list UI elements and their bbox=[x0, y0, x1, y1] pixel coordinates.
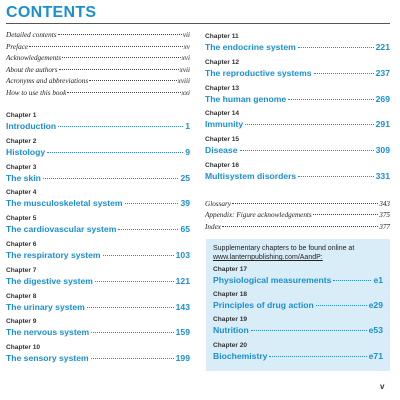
chapter-title: Nutrition bbox=[213, 325, 249, 336]
chapter-entry[interactable] bbox=[6, 239, 190, 265]
chapter-title: The respiratory system bbox=[6, 249, 101, 260]
chapter-title: Principles of drug action bbox=[213, 300, 314, 311]
leader-dots bbox=[29, 46, 183, 47]
front-matter-item[interactable]: Detailed contents vii bbox=[6, 31, 190, 39]
leader-dots bbox=[87, 307, 174, 308]
page-ref: 9 bbox=[185, 146, 190, 157]
chapter-label: Chapter 20 bbox=[213, 341, 248, 349]
back-matter-item[interactable]: Glossary 343 bbox=[205, 199, 390, 208]
chapter-label: Chapter 6 bbox=[6, 240, 37, 248]
chapter-list-right bbox=[205, 31, 390, 186]
page-ref: 25 bbox=[180, 172, 190, 183]
chapter-title: Disease bbox=[205, 145, 238, 156]
chapter-title: Multisystem disorders bbox=[205, 170, 297, 181]
page-ref: xv bbox=[183, 42, 190, 51]
page-ref: xviii bbox=[177, 77, 190, 85]
chapter-label: Chapter 11 bbox=[205, 33, 239, 40]
chapter-title: The nervous system bbox=[6, 327, 90, 338]
leader-dots bbox=[59, 69, 179, 70]
chapter-entry[interactable] bbox=[213, 314, 383, 339]
page-ref: 291 bbox=[375, 119, 390, 130]
chapter-entry[interactable] bbox=[213, 289, 383, 314]
leader-dots bbox=[313, 214, 379, 215]
page-ref: 199 bbox=[175, 353, 190, 364]
page-ref: 1 bbox=[185, 121, 190, 131]
chapter-title: The cardiovascular system bbox=[6, 224, 117, 235]
chapter-title: The endocrine system bbox=[205, 42, 296, 52]
page-ref: 143 bbox=[175, 301, 190, 312]
back-matter-list bbox=[205, 200, 390, 235]
page-title: CONTENTS bbox=[6, 4, 97, 21]
leader-dots bbox=[240, 150, 374, 151]
chapter-entry[interactable] bbox=[205, 83, 390, 109]
chapter-entry[interactable] bbox=[6, 136, 190, 162]
page-ref: 269 bbox=[375, 93, 390, 104]
chapter-entry[interactable] bbox=[213, 264, 383, 289]
leader-dots bbox=[43, 178, 179, 179]
chapter-entry[interactable] bbox=[205, 108, 390, 134]
chapter-label: Chapter 13 bbox=[205, 84, 240, 92]
page-ref: xvii bbox=[179, 65, 190, 74]
chapter-title: Histology bbox=[6, 146, 46, 157]
chapter-title: The skin bbox=[6, 172, 41, 183]
chapter-entry[interactable] bbox=[6, 162, 190, 188]
front-matter-item[interactable]: Acknowledgements xvi bbox=[6, 54, 190, 62]
leader-dots bbox=[67, 92, 180, 93]
page-ref: 309 bbox=[375, 145, 390, 156]
chapter-entry[interactable] bbox=[6, 187, 190, 213]
page-ref: 237 bbox=[375, 67, 390, 78]
leader-dots bbox=[232, 203, 378, 204]
page-number: v bbox=[380, 382, 385, 391]
chapter-entry[interactable] bbox=[6, 291, 190, 317]
chapter-label: Chapter 5 bbox=[6, 215, 37, 223]
chapter-title: Physiological measurements bbox=[213, 275, 332, 285]
front-matter-item[interactable]: How to use this book xxi bbox=[6, 88, 190, 97]
leader-dots bbox=[245, 124, 373, 125]
leader-dots bbox=[298, 47, 374, 48]
page-ref: 65 bbox=[180, 224, 190, 235]
chapter-title: The reproductive systems bbox=[205, 67, 312, 78]
title-rule bbox=[6, 23, 390, 24]
page-ref: 121 bbox=[175, 275, 190, 286]
chapter-label: Chapter 15 bbox=[205, 136, 240, 144]
right-column bbox=[205, 31, 390, 234]
front-matter-item[interactable]: Preface xv bbox=[6, 42, 190, 51]
leader-dots bbox=[222, 226, 378, 227]
chapter-title: Immunity bbox=[205, 119, 244, 130]
chapter-entry[interactable] bbox=[6, 213, 190, 239]
page-ref: xxi bbox=[181, 88, 190, 97]
chapter-label: Chapter 12 bbox=[205, 58, 240, 66]
page-ref: vii bbox=[182, 31, 190, 39]
leader-dots bbox=[125, 203, 179, 204]
back-matter-item[interactable]: Appendix: Figure acknowledgements 375 bbox=[205, 211, 390, 220]
page-ref: 159 bbox=[175, 327, 190, 338]
chapter-title: Introduction bbox=[6, 121, 57, 131]
leader-dots bbox=[47, 152, 183, 153]
chapter-label: Chapter 17 bbox=[213, 266, 248, 273]
chapter-label: Chapter 8 bbox=[6, 292, 37, 300]
front-matter-item[interactable]: Acronyms and abbreviations xviii bbox=[6, 77, 190, 85]
page-ref: 331 bbox=[375, 170, 390, 181]
page-ref: 103 bbox=[175, 249, 190, 260]
leader-dots bbox=[91, 332, 174, 333]
leader-dots bbox=[58, 34, 182, 35]
leader-dots bbox=[298, 176, 373, 177]
page-ref: 343 bbox=[379, 199, 390, 208]
chapter-title: The human genome bbox=[205, 93, 287, 104]
page-ref: e53 bbox=[368, 325, 383, 336]
chapter-label: Chapter 18 bbox=[213, 291, 248, 299]
leader-dots bbox=[118, 229, 178, 230]
chapter-title: The digestive system bbox=[6, 275, 93, 286]
chapter-entry[interactable] bbox=[6, 265, 190, 291]
leader-dots bbox=[62, 57, 181, 58]
leader-dots bbox=[316, 305, 367, 306]
chapter-label: Chapter 7 bbox=[6, 266, 37, 274]
chapter-label: Chapter 16 bbox=[205, 161, 240, 169]
chapter-entry[interactable] bbox=[6, 342, 190, 368]
chapter-title: The musculoskeletal system bbox=[6, 198, 123, 209]
chapter-title: The urinary system bbox=[6, 301, 85, 312]
chapter-label: Chapter 2 bbox=[6, 137, 37, 145]
back-matter-item[interactable]: Index 377 bbox=[205, 222, 390, 231]
supplementary-note: Supplementary chapters to be found online at www.lanternpublishing.com/AandP: bbox=[213, 245, 355, 261]
chapter-entry[interactable] bbox=[205, 31, 390, 57]
leader-dots bbox=[58, 126, 183, 127]
leader-dots bbox=[269, 356, 366, 357]
leader-dots bbox=[89, 80, 177, 81]
supplementary-chapter-list bbox=[213, 264, 383, 365]
page-ref: 375 bbox=[379, 211, 390, 220]
chapter-entry[interactable] bbox=[6, 316, 190, 342]
chapter-label: Chapter 3 bbox=[6, 163, 37, 171]
supplementary-link[interactable]: www.lanternpublishing.com/AandP: bbox=[213, 254, 323, 261]
chapter-label: Chapter 19 bbox=[213, 316, 248, 324]
supplementary-box bbox=[206, 239, 390, 371]
chapter-label: Chapter 4 bbox=[6, 189, 37, 197]
chapter-title: Biochemistry bbox=[213, 350, 268, 361]
chapter-label: Chapter 10 bbox=[6, 344, 41, 352]
chapter-entry[interactable] bbox=[6, 110, 190, 136]
leader-dots bbox=[314, 73, 374, 74]
chapter-label: Chapter 1 bbox=[6, 112, 37, 119]
page-ref: 221 bbox=[375, 42, 390, 52]
chapter-label: Chapter 14 bbox=[205, 110, 240, 118]
chapter-entry[interactable] bbox=[205, 134, 390, 160]
leader-dots bbox=[333, 280, 371, 281]
chapter-title: The sensory system bbox=[6, 353, 89, 364]
page-ref: xvi bbox=[181, 54, 190, 62]
chapter-label: Chapter 9 bbox=[6, 318, 37, 326]
front-matter-item[interactable]: About the authors xvii bbox=[6, 65, 190, 74]
leader-dots bbox=[251, 330, 367, 331]
page-ref: e71 bbox=[368, 350, 383, 361]
page-ref: 377 bbox=[379, 222, 390, 231]
leader-dots bbox=[91, 358, 174, 359]
leader-dots bbox=[288, 99, 373, 100]
page-ref: e1 bbox=[373, 275, 383, 285]
chapter-list-left bbox=[6, 110, 190, 368]
page-ref: e29 bbox=[368, 300, 383, 311]
left-column bbox=[6, 31, 190, 368]
chapter-entry[interactable] bbox=[205, 57, 390, 83]
page-ref: 39 bbox=[180, 198, 190, 209]
leader-dots bbox=[95, 281, 174, 282]
chapter-entry[interactable] bbox=[205, 160, 390, 186]
chapter-entry[interactable] bbox=[213, 340, 383, 365]
leader-dots bbox=[103, 255, 174, 256]
front-matter-list bbox=[6, 31, 190, 100]
